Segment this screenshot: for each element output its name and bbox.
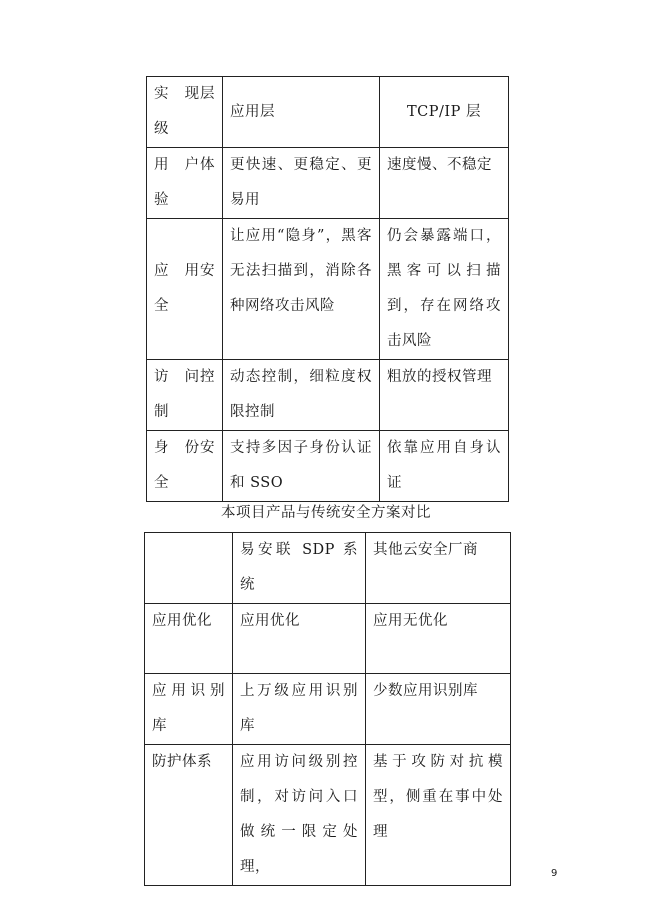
table-cell: 动态控制，细粒度权限控制 [223, 360, 380, 431]
table-cell: 用 户体验 [147, 148, 223, 219]
table-row [145, 533, 511, 604]
table-cell [145, 533, 233, 604]
table-cell: 应用优化 [145, 604, 233, 674]
table-row [147, 360, 509, 431]
table-row [145, 674, 511, 745]
table-cell: 应用优化 [233, 604, 366, 674]
table-row [147, 148, 509, 219]
table-caption: 本项目产品与传统安全方案对比 [221, 505, 431, 521]
table-cell: 仍会暴露端口，黑客可以扫描到，存在网络攻击风险 [380, 219, 509, 360]
table-cell: 应 用安全 [147, 219, 223, 360]
table-cell: 支持多因子身份认证和 SSO [223, 431, 380, 502]
table-row [147, 219, 509, 360]
table-cell: TCP/IP 层 [380, 77, 509, 148]
table-cell: 更快速、更稳定、更易用 [223, 148, 380, 219]
table-cell: 上万级应用识别库 [233, 674, 366, 745]
table-cell: 实 现层级 [147, 77, 223, 148]
table-row [147, 77, 509, 148]
table-cell: 身 份安全 [147, 431, 223, 502]
table-cell: 防护体系 [145, 745, 233, 886]
table-cell: 让应用“隐身”，黑客无法扫描到，消除各种网络攻击风险 [223, 219, 380, 360]
table-cell: 应用识别库 [145, 674, 233, 745]
table-cell: 应用无优化 [366, 604, 511, 674]
table-cell: 少数应用识别库 [366, 674, 511, 745]
table-cell: 访 问控制 [147, 360, 223, 431]
table-row [147, 431, 509, 502]
table-cell: 速度慢、不稳定 [380, 148, 509, 219]
table-cell: 易安联 SDP 系统 [233, 533, 366, 604]
table-cell: 依靠应用自身认证 [380, 431, 509, 502]
table-cell: 粗放的授权管理 [380, 360, 509, 431]
table-cell: 应用访问级别控制，对访问入口做统一限定处理， [233, 745, 366, 886]
comparison-table-2 [144, 532, 511, 886]
table-row [145, 745, 511, 886]
table-cell: 应用层 [223, 77, 380, 148]
table-cell: 其他云安全厂商 [366, 533, 511, 604]
page-number: 9 [551, 868, 558, 879]
comparison-table-1 [146, 76, 509, 502]
table-cell: 基于攻防对抗模型，侧重在事中处理 [366, 745, 511, 886]
table-row [145, 604, 511, 674]
